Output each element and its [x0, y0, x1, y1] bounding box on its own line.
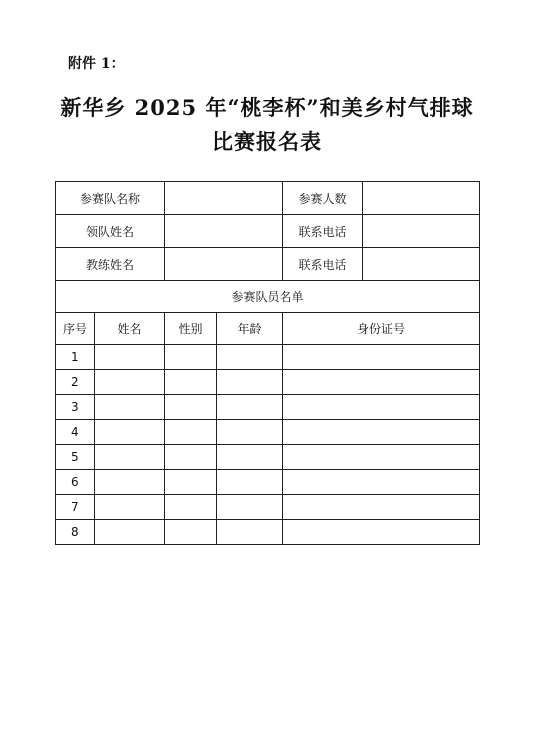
- form-title-line1: 新华乡 2025 年“桃李杯”和美乡村气排球: [60, 95, 474, 120]
- gender-cell[interactable]: [165, 420, 217, 445]
- age-cell[interactable]: [217, 370, 283, 395]
- row-index: 2: [56, 370, 95, 395]
- col-header-index: 序号: [56, 313, 95, 345]
- age-cell[interactable]: [217, 445, 283, 470]
- table-row: [56, 520, 480, 545]
- roster-title: 参赛队员名单: [56, 281, 480, 313]
- id-number-cell[interactable]: [283, 495, 480, 520]
- age-cell[interactable]: [217, 520, 283, 545]
- col-header-name: 姓名: [95, 313, 165, 345]
- gender-cell[interactable]: [165, 495, 217, 520]
- coach-phone-field[interactable]: [363, 248, 480, 281]
- gender-cell[interactable]: [165, 445, 217, 470]
- id-number-cell[interactable]: [283, 395, 480, 420]
- row-index: 4: [56, 420, 95, 445]
- registration-table: [55, 181, 480, 545]
- coach-name-label: 教练姓名: [56, 248, 165, 281]
- id-number-cell[interactable]: [283, 470, 480, 495]
- leader-phone-label: 联系电话: [283, 215, 363, 248]
- name-cell[interactable]: [95, 370, 165, 395]
- row-index: 8: [56, 520, 95, 545]
- team-count-label: 参赛人数: [283, 182, 363, 215]
- age-cell[interactable]: [217, 495, 283, 520]
- name-cell[interactable]: [95, 420, 165, 445]
- gender-cell[interactable]: [165, 395, 217, 420]
- table-row: [56, 395, 480, 420]
- coach-name-field[interactable]: [165, 248, 283, 281]
- id-number-cell[interactable]: [283, 520, 480, 545]
- form-title-line2: 比赛报名表: [212, 129, 322, 154]
- age-cell[interactable]: [217, 345, 283, 370]
- age-cell[interactable]: [217, 420, 283, 445]
- table-row: [56, 495, 480, 520]
- name-cell[interactable]: [95, 445, 165, 470]
- name-cell[interactable]: [95, 495, 165, 520]
- team-name-field[interactable]: [165, 182, 283, 215]
- table-row: [56, 445, 480, 470]
- col-header-id-number: 身份证号: [283, 313, 480, 345]
- gender-cell[interactable]: [165, 370, 217, 395]
- col-header-gender: 性别: [165, 313, 217, 345]
- coach-phone-label: 联系电话: [283, 248, 363, 281]
- id-number-cell[interactable]: [283, 370, 480, 395]
- col-header-age: 年龄: [217, 313, 283, 345]
- row-index: 1: [56, 345, 95, 370]
- row-index: 5: [56, 445, 95, 470]
- leader-name-label: 领队姓名: [56, 215, 165, 248]
- name-cell[interactable]: [95, 520, 165, 545]
- table-row: [56, 420, 480, 445]
- name-cell[interactable]: [95, 345, 165, 370]
- team-count-field[interactable]: [363, 182, 480, 215]
- id-number-cell[interactable]: [283, 420, 480, 445]
- row-index: 7: [56, 495, 95, 520]
- id-number-cell[interactable]: [283, 345, 480, 370]
- leader-phone-field[interactable]: [363, 215, 480, 248]
- table-row: [56, 370, 480, 395]
- row-index: 6: [56, 470, 95, 495]
- name-cell[interactable]: [95, 395, 165, 420]
- attachment-label: 附件 1：: [68, 56, 125, 72]
- team-name-label: 参赛队名称: [56, 182, 165, 215]
- name-cell[interactable]: [95, 470, 165, 495]
- age-cell[interactable]: [217, 395, 283, 420]
- age-cell[interactable]: [217, 470, 283, 495]
- gender-cell[interactable]: [165, 470, 217, 495]
- id-number-cell[interactable]: [283, 445, 480, 470]
- gender-cell[interactable]: [165, 520, 217, 545]
- row-index: 3: [56, 395, 95, 420]
- table-row: [56, 345, 480, 370]
- leader-name-field[interactable]: [165, 215, 283, 248]
- table-row: [56, 470, 480, 495]
- gender-cell[interactable]: [165, 345, 217, 370]
